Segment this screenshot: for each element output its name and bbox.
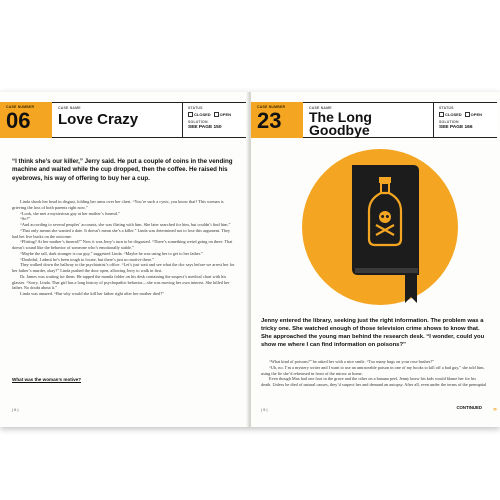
open-option (214, 112, 231, 117)
right-page (251, 92, 500, 427)
lead-paragraph: “I think she’s our killer,” Jerry said. He put a couple of coins in the vending machine and waited while the cup dropped, then the coffee. He raised his eyebrows, his way of offering to buy her a cup. (12, 158, 233, 182)
closed-option (439, 112, 462, 117)
story-body (261, 359, 487, 388)
story-body (12, 199, 236, 297)
case-question: What was the woman’s motive? (12, 377, 82, 382)
story-paragraph: “Uh, no. I’m a mystery writer and I want to use an untraceable poison in one of my books to kill off a bad guy,” she told him, using the lie she’d rehearsed in front of the mirror at home. (261, 364, 485, 376)
story-paragraph: “That only means she wanted a date. It doesn’t mean she’s a killer.” Linda was determined not to lose this argument. They had bet five bucks on the outcome. (12, 227, 231, 239)
case-number-box (251, 102, 303, 138)
open-label: OPEN (219, 112, 232, 117)
story-paragraph: Even though Max had one foot in the grave and the other on a banana peel, Jenny knew his kids would blame her for his death. Unless he died of natural causes, they’d suspect her and demand an autopsy. After all, even under the terms of the prenuptial (261, 376, 487, 387)
case-title (309, 111, 433, 137)
status-box (182, 102, 246, 138)
skull-eye (386, 215, 389, 218)
closed-checkbox (439, 112, 444, 117)
closed-checkbox (188, 112, 193, 117)
bookmark-ribbon (405, 275, 417, 303)
continued-arrows-icon: ››› (493, 407, 496, 413)
case-title-line-2: Goodbye (309, 122, 370, 138)
open-checkbox (214, 112, 219, 117)
open-label: OPEN (470, 112, 483, 117)
story-paragraph: “Look, she met a mysterious guy at her mother’s funeral.” (20, 210, 121, 216)
case-number-label: CASE NUMBER (6, 105, 35, 109)
continued-label: CONTINUED (456, 405, 482, 410)
case-name-label: CASE NAME (58, 106, 81, 110)
solution-label: SOLUTION (188, 120, 208, 124)
solution-page-ref: SEE PAGE 150 (188, 125, 222, 130)
book-pages (355, 268, 418, 273)
page-number: | 6 | (12, 407, 19, 412)
story-paragraph: “Maybe the tall, dark stranger is our guy,” suggested Linda. “Maybe he was using her to get to her father.” (20, 250, 203, 256)
case-number-box (0, 102, 52, 138)
left-page (0, 92, 249, 427)
open-checkbox (465, 112, 470, 117)
story-paragraph: Linda was amazed. “But why would she kill her father right after her mother died?” (20, 291, 165, 296)
closed-option (188, 112, 211, 117)
case-header (0, 102, 246, 138)
open-option (465, 112, 482, 117)
story-paragraph: Linda shook her head in disgust, folding her arms over her chest. “You’re such a cynic, you know that? This woman is grieving the loss of both parents right now.” (12, 199, 224, 210)
story-paragraph: “What kind of poisons?” he asked her with a nice smile. “Too many bugs on your rose bushes?” (269, 359, 435, 364)
case-number: 06 (6, 108, 31, 133)
closed-label: CLOSED (194, 112, 211, 117)
case-name-label: CASE NAME (309, 106, 332, 110)
case-number: 23 (257, 108, 282, 133)
skull-head (379, 211, 391, 223)
solution-label: SOLUTION (439, 120, 459, 124)
story-paragraph: “Doubtful, I admit he’s been tough to locate, but there’s just no motive there.” (20, 256, 155, 262)
story-paragraph: They walked down the hallway to the psychiatrist’s office. “Let’s just wait and see what the doc says before we arrest her for her father’s murder, okay?” Linda pushed the door open, allowing Jerry to walk in first. (12, 262, 235, 273)
case-header (251, 102, 497, 138)
status-label: STATUS (439, 106, 454, 110)
case-title-line-1: The Long (309, 109, 372, 125)
story-paragraph: “So?” (20, 216, 31, 222)
lead-paragraph: Jenny entered the library, seeking just the right information. The problem was a tricky one. She watched enough of those television crime shows to know that. She approached the young man behind the research desk. “I wonder, could you show me where I can find information on poisons?” (261, 318, 485, 348)
case-name-box (303, 102, 433, 138)
solution-page-ref: SEE PAGE 166 (439, 125, 473, 130)
story-paragraph: Dr. James was waiting for them. He tapped the manila folder on his desk containing the suspect’s medical chart with his glasses. “Sorry, Linda. That girl has a long history of psychopathic behavior—she was moving her own interest. She killed her father. No doubt about it.” (12, 273, 230, 291)
case-number-label: CASE NUMBER (257, 105, 286, 109)
story-paragraph: “And according to several peoples’ accounts, she was flirting with him. She later searched for him, but couldn’t find him.” (20, 222, 231, 227)
closed-label: CLOSED (445, 112, 462, 117)
status-label: STATUS (188, 106, 203, 110)
page-number: | 9 | (261, 407, 268, 412)
case-name-box (52, 102, 182, 138)
status-box (433, 102, 497, 138)
case-title: Love Crazy (58, 111, 139, 128)
book-spread (0, 92, 500, 427)
skull-eye (381, 215, 384, 218)
poison-book-icon (295, 147, 465, 307)
story-paragraph: “Flirting? At her mother’s funeral?” Now it was Jerry’s turn to be disgusted. “There’s something weird going on there. That doesn’t sound like the behavior of someone who’s emotionally stable.” (12, 239, 233, 250)
